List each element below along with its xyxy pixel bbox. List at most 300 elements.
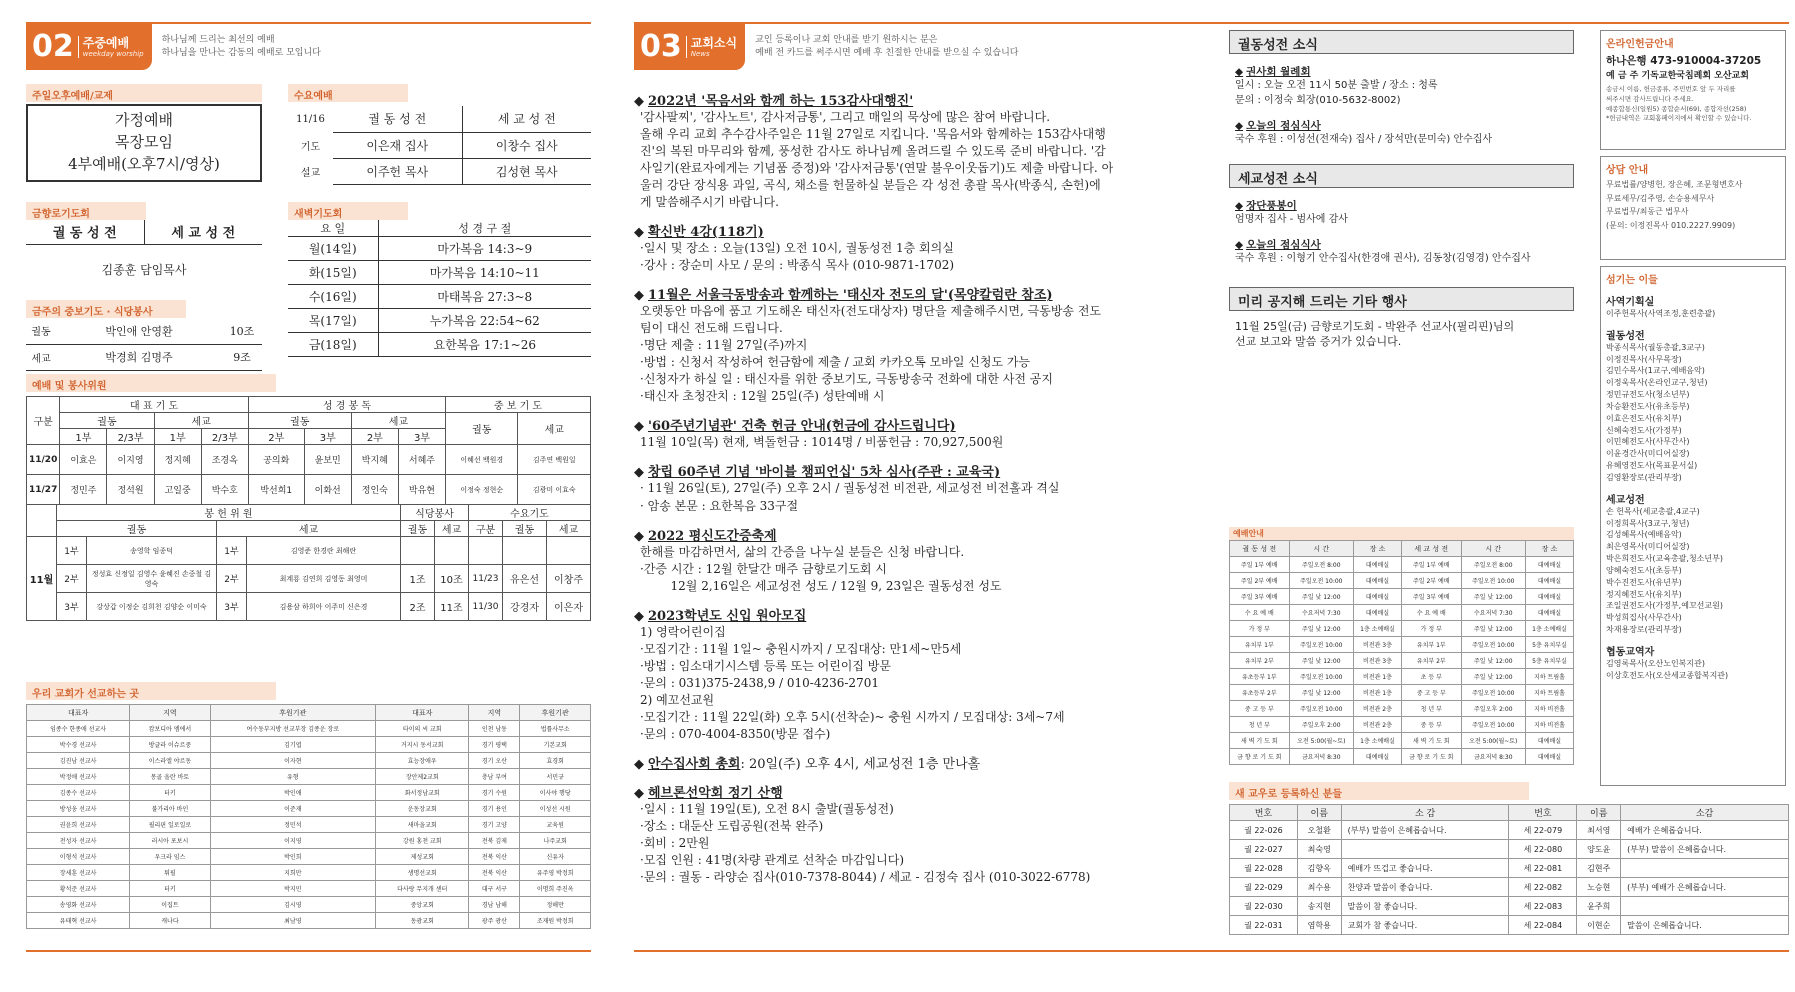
worship-guide-cell: 새 벽 기 도 회: [1230, 733, 1290, 749]
missions-cell: 튀필: [130, 865, 210, 881]
service-cell: 정석원: [107, 475, 154, 505]
missions-cell: 김기엽: [210, 737, 375, 753]
staff-member: 차재용장로(관리부장): [1606, 625, 1682, 635]
news-title-text: 2022년 '목음서와 함께 하는 153감사대행진': [648, 94, 914, 109]
missions-cell: 터키: [130, 881, 210, 897]
inter-name: 유은선: [503, 565, 547, 593]
counsel-line: (문의: 이정진목사 010.2227.9909): [1606, 220, 1736, 230]
dawn-prayer-label: 새벽기도회: [288, 202, 408, 220]
section-description: [162, 34, 321, 61]
missions-cell: 이성선 시원: [520, 801, 591, 817]
section-number: 03: [640, 29, 682, 64]
worship-guide-cell: 가 정 부: [1230, 621, 1290, 637]
worship-guide-cell: 비전관 2층: [1353, 717, 1401, 733]
note-line: 송금시 이름, 헌금종류, 주민번호 앞 두 자리를: [1606, 85, 1736, 93]
missions-cell: 정민석: [210, 817, 375, 833]
news-line: ·간증 시간 : 12월 한달간 매주 금향로기도회 시: [640, 561, 887, 576]
church-news-line: 국수 후원 : 이형기 안수집사(한경애 권사), 김동창(김영경) 안수집사: [1235, 253, 1531, 264]
worship-guide-row: [1230, 653, 1574, 669]
service-col: 2/3부: [201, 429, 248, 445]
service-col: 3부: [304, 429, 351, 445]
news-title: [634, 90, 1179, 109]
church-news-title-text: 오늘의 점심식사: [1246, 120, 1321, 132]
news-title: [634, 605, 1179, 624]
inter-name: 이창주: [547, 565, 591, 593]
news-body: [634, 544, 1179, 595]
worship-guide-label: 예배안내: [1229, 527, 1574, 540]
missions-cell: 거지시 동서교회: [376, 737, 469, 753]
worship-guide-header: 장 소: [1525, 541, 1573, 557]
worship-guide-cell: 주일오전 8:00: [1289, 557, 1353, 573]
service-col: 2/3부: [107, 429, 154, 445]
missions-cell: 효능장애우: [376, 753, 469, 769]
news-line: 1) 영락어린이집: [640, 624, 726, 639]
meal-team: 10조: [435, 565, 469, 593]
worship-guide-cell: 주일 1부 예배: [1401, 557, 1461, 573]
worship-guide-cell: 주일오전 10:00: [1289, 669, 1353, 685]
missions-cell: 임종수 한종애 선교사: [27, 721, 130, 737]
worship-guide-cell: 주일 낮 12:00: [1461, 621, 1525, 637]
service-cell: 이효은: [60, 445, 107, 475]
worship-guide-cell: 주일 낮 12:00: [1461, 669, 1525, 685]
staff-box: [1600, 266, 1786, 786]
wednesday-table: [288, 106, 591, 185]
worship-guide-header: 시 간: [1461, 541, 1525, 557]
missions-cell: 김시영: [210, 897, 375, 913]
worship-guide-cell: 주일오전 10:00: [1461, 717, 1525, 733]
meal-names: 박인애 안영환: [105, 324, 173, 338]
worship-guide-cell: 금 향 로 기 도 회: [1401, 749, 1461, 765]
worship-guide-cell: 주일 낮 12:00: [1289, 589, 1353, 605]
staff-member: 양혜숙전도사(초등부): [1606, 565, 1682, 575]
counsel-label: 상담 안내: [1606, 165, 1649, 176]
worship-guide-row: [1230, 701, 1574, 717]
missions-cell: 운동장교회: [376, 801, 469, 817]
staff-member: 유혜영전도사(목표문서실): [1606, 461, 1698, 471]
new-member-cell: [1341, 840, 1509, 859]
meal-team: [401, 537, 435, 565]
new-member-row: [1230, 878, 1789, 897]
new-member-cell: 궐 22-026: [1230, 821, 1298, 840]
church-news-title: [1235, 198, 1574, 213]
missions-header: 지역: [469, 705, 520, 721]
worship-guide-cell: 대예배실: [1525, 733, 1573, 749]
friday-prayer-box: [26, 202, 262, 294]
new-member-cell: 오철환: [1297, 821, 1341, 840]
new-member-cell: (부부) 예배가 은혜롭습니다.: [1621, 878, 1789, 897]
usher-part: 2부: [57, 565, 87, 593]
news-body: [634, 303, 1179, 405]
missions-cell: 박지민: [210, 881, 375, 897]
news-line: ·회비 : 2만원: [640, 835, 710, 850]
missions-cell: 몽골 올란 바토: [130, 769, 210, 785]
worship-guide-cell: 주일 3부 예배: [1401, 589, 1461, 605]
bulletin-page-2: [26, 22, 591, 952]
meal-team: 2조: [401, 593, 435, 621]
counsel-line: 무료세무/김주영, 손승용세무사: [1606, 193, 1715, 203]
worship-guide-cell: 비전관 1층: [1353, 669, 1401, 685]
worship-guide-cell: 비전관 2층: [1353, 701, 1401, 717]
staff-member: 김성혜목사(예배음악): [1606, 530, 1682, 540]
note-line: 써주시면 감사드립니다 주세요.: [1606, 94, 1694, 103]
sunday-afternoon-content: [26, 104, 262, 182]
meal-team: 9조: [233, 351, 251, 364]
online-offering-box: [1600, 30, 1786, 150]
missions-cell: 경기 오산: [469, 753, 520, 769]
staff-member: 이효은전도사(유치부): [1606, 413, 1682, 423]
worship-guide-cell: 주일 1부 예배: [1230, 557, 1290, 573]
service-row: [27, 445, 591, 475]
inter-name: 강경자: [503, 593, 547, 621]
dawn-row: [288, 333, 591, 357]
missions-row: [27, 769, 591, 785]
worship-guide-cell: 수 요 예 배: [1230, 605, 1290, 621]
worship-guide-row: [1230, 589, 1574, 605]
meal-site: 궐동: [31, 327, 51, 339]
worship-guide-cell: 주일오전 10:00: [1289, 701, 1353, 717]
missions-cell: 효경회: [520, 753, 591, 769]
church-news-column: [1229, 30, 1574, 358]
sunday-line: 가정예배: [115, 111, 173, 130]
worship-guide-cell: 주일 낮 12:00: [1289, 621, 1353, 637]
new-member-cell: 이현순: [1577, 916, 1621, 935]
dawn-day: 목(17일): [288, 309, 378, 333]
diamond-icon: ◆: [1235, 120, 1244, 132]
wednesday-role: 설교: [300, 167, 321, 179]
missions-cell: 화서정남교회: [376, 785, 469, 801]
worship-guide-row: [1230, 685, 1574, 701]
missions-cell: 터키: [130, 785, 210, 801]
new-member-cell: (부부) 말씀이 은혜롭습니다.: [1341, 821, 1509, 840]
new-member-cell: 송지현: [1297, 897, 1341, 916]
meal-site: 세교: [31, 353, 51, 365]
new-members-header: 소감: [1621, 805, 1789, 821]
church-news-title: [1235, 64, 1574, 79]
service-group: 중 보 기 도: [446, 397, 591, 413]
missions-cell: 황석준 선교사: [27, 881, 130, 897]
worship-guide-cell: 비전관 1층: [1353, 685, 1401, 701]
missions-row: [27, 849, 591, 865]
new-member-cell: 세 22-082: [1509, 878, 1577, 897]
inter-date: 11/30: [469, 593, 503, 621]
missions-cell: 광주 광산: [469, 913, 520, 929]
missions-cell: 유주영 박정희: [520, 865, 591, 881]
news-item: [634, 782, 1179, 886]
new-members-header: 이름: [1297, 805, 1341, 821]
dawn-header: 요 일: [288, 220, 378, 237]
meal-team: 1조: [401, 565, 435, 593]
missions-header: 후원기관: [210, 705, 375, 721]
staff-member: 신혜숙전도사(가정부): [1606, 425, 1682, 435]
sunday-afternoon-label: 주일오후예배/교제: [26, 84, 262, 102]
missions-cell: 다사랑 무지개 센터: [376, 881, 469, 897]
missions-row: [27, 785, 591, 801]
new-members-label: 새 교우로 등록하신 분들: [1229, 782, 1529, 800]
news-line: ·일시 및 장소 : 오늘(13일) 오전 10시, 궐동성전 1층 회의실: [640, 241, 954, 256]
worship-guide-cell: 중 고 등 부: [1401, 685, 1461, 701]
news-line: 게 말씀해주시기 바랍니다.: [640, 195, 779, 210]
section-subtitle: News: [690, 50, 710, 58]
missions-cell: 이사야 행당: [520, 785, 591, 801]
worship-guide-cell: 주일 2부 예배: [1230, 573, 1290, 589]
staff-group-name: 사역기획실: [1606, 297, 1655, 308]
inter-name: [503, 537, 547, 565]
news-body: [634, 624, 1179, 743]
service-col: 1부: [154, 429, 201, 445]
usher-names: 송영학 임종덕: [87, 537, 217, 565]
news-line: ·신청자가 하실 일 : 태신자를 위한 중보기도, 극동방송국 전화에 대한 사전 공지: [640, 372, 1053, 387]
usher-names: 정성효 신정일 김영수 윤혜진 손중철 김영숙: [87, 565, 217, 593]
diamond-icon: ◆: [634, 756, 644, 772]
news-line: ·장소 : 대둔산 도립공원(전북 완주): [640, 818, 824, 833]
new-member-cell: 세 22-080: [1509, 840, 1577, 859]
new-member-cell: 최숙영: [1297, 840, 1341, 859]
news-line: ·태신자 초청잔치 : 12월 25일(주) 성탄예배 시: [640, 389, 885, 404]
staff-member: 정지혜전도사(유치부): [1606, 589, 1682, 599]
service-col: 1부: [60, 429, 107, 445]
missions-cell: 대구 서구: [469, 881, 520, 897]
church-news-title: [1235, 118, 1574, 133]
new-member-row: [1230, 916, 1789, 935]
news-line: 사일기(완료자에게는 기념품 증정)와 '감사저금통'(연말 불우이웃돕기)도 제출 바랍니다. 아: [640, 161, 1114, 176]
news-body: [634, 434, 1179, 451]
staff-member: 박은희전도사(교육총괄,청소년부): [1606, 554, 1723, 564]
worship-guide-cell: 수요저녁 7:30: [1289, 605, 1353, 621]
new-member-cell: [1621, 897, 1789, 916]
worship-guide-cell: 청 년 부: [1230, 717, 1290, 733]
service-sub: 세교: [351, 413, 445, 429]
worship-guide-cell: 유치부 1부: [1230, 637, 1290, 653]
news-line: 11월 10일(목) 현재, 벽돌헌금 : 1014명 / 비품헌금 : 70,927,500원: [640, 435, 1004, 450]
meal-names: 박경희 김명주: [105, 351, 173, 364]
worship-guide-cell: 1층 소예배실: [1353, 733, 1401, 749]
worship-guide-cell: 주일 낮 12:00: [1461, 589, 1525, 605]
diamond-icon: ◆: [634, 288, 644, 304]
usher-names: 김영준 한경란 최해란: [247, 537, 401, 565]
sidebar-info: [1600, 30, 1786, 786]
missions-cell: 경남 남해: [469, 897, 520, 913]
missions-cell: 신유자: [520, 849, 591, 865]
missions-row: [27, 833, 591, 849]
staff-member: 조일권전도사(가정부,예꼬선교원): [1606, 601, 1723, 611]
service-cell: 고일중: [154, 475, 201, 505]
missions-cell: 박정애 선교사: [27, 769, 130, 785]
new-member-cell: 김현주: [1577, 859, 1621, 878]
news-item: [634, 415, 1179, 451]
missions-cell: 최남영: [210, 913, 375, 929]
meal-team: 10조: [229, 324, 255, 338]
inter-name: [547, 537, 591, 565]
worship-guide-header: 시 간: [1289, 541, 1353, 557]
dawn-day: 금(18일): [288, 333, 378, 357]
meal-team: [435, 537, 469, 565]
new-member-cell: 세 22-083: [1509, 897, 1577, 916]
missions-cell: 법률사무소: [520, 721, 591, 737]
dawn-row: [288, 237, 591, 261]
news-column: [634, 80, 1179, 886]
missions-cell: 캐나다: [130, 913, 210, 929]
diamond-icon: ◆: [634, 785, 644, 801]
news-line: 팀이 대신 전도해 드립니다.: [640, 321, 783, 336]
missions-cell: 경기 수원: [469, 785, 520, 801]
staff-label: 섬기는 이들: [1606, 275, 1658, 286]
new-member-cell: [1621, 859, 1789, 878]
staff-group-name: 세교성전: [1606, 494, 1645, 506]
missions-cell: 타이의 씨 교회: [376, 721, 469, 737]
service-cell: 정지혜: [154, 445, 201, 475]
news-line: ·방법 : 임소대기시스템 등록 또는 어린이집 방문: [640, 658, 891, 673]
diamond-icon: ◆: [634, 225, 644, 241]
church-news-line: 국수 후원 : 이성선(전재숙) 집사 / 장석만(문미숙) 안수집사: [1235, 134, 1493, 145]
segyo-news-bar: 세교성전 소식: [1229, 164, 1574, 188]
meal-label: 금주의 중보기도 · 식당봉사: [26, 300, 186, 318]
missions-cell: 중앙교회: [376, 897, 469, 913]
counsel-line: 무료법무/최동근 법무사: [1606, 207, 1689, 217]
missions-header: 지역: [130, 705, 210, 721]
missions-cell: 생명선교회: [376, 865, 469, 881]
service-group: 성 경 봉 독: [248, 397, 445, 413]
segyo-news: [1229, 198, 1574, 267]
service-date: 11/27: [27, 475, 60, 505]
news-item: [634, 753, 1179, 772]
worship-guide-cell: 대예배실: [1353, 749, 1401, 765]
missions-row: [27, 817, 591, 833]
staff-member: 박수진전도사(유년부): [1606, 577, 1682, 587]
staff-member: 이정진목사(사무목장): [1606, 354, 1682, 364]
staff-member: 이정희목사(3교구,청년): [1606, 518, 1690, 528]
missions-row: [27, 881, 591, 897]
online-note: [1606, 85, 1780, 124]
worship-guide-cell: 금 향 로 기 도 회: [1230, 749, 1290, 765]
new-member-cell: 세 22-084: [1509, 916, 1577, 935]
bulletin-page-3: [634, 22, 1789, 952]
dawn-verse: 요한복음 17:1~26: [433, 338, 536, 352]
worship-guide-cell: 주일오전 10:00: [1461, 637, 1525, 653]
staff-member: 이상호전도사(오산세교종합복지관): [1606, 670, 1729, 680]
missions-cell: 박수경 선교사: [27, 737, 130, 753]
dawn-day: 화(15일): [288, 261, 378, 285]
desc-line: 하나님께 드리는 최선의 예배: [161, 34, 275, 45]
staff-member: 최은영목사(미디어실장): [1606, 542, 1690, 552]
dawn-prayer-box: [288, 202, 591, 357]
worship-guide-cell: 주일 2부 예배: [1401, 573, 1461, 589]
worship-guide-cell: 주일오전 8:00: [1461, 557, 1525, 573]
service-cell: 김광미 이효숙: [518, 475, 591, 505]
service-cell: 박선희1: [248, 475, 304, 505]
worship-guide-cell: 주일오전 10:00: [1289, 637, 1353, 653]
gwoldong-news: [1229, 64, 1574, 148]
worship-guide-cell: 주일오전 10:00: [1289, 573, 1353, 589]
dawn-verse: 마가복음 14:3~9: [437, 242, 533, 256]
missions-label: 우리 교회가 선교하는 곳: [26, 682, 276, 700]
service-rowhead: 구분: [27, 397, 60, 445]
meal-sub: 세교: [435, 521, 469, 537]
missions-cell: 교육원: [520, 817, 591, 833]
new-member-row: [1230, 859, 1789, 878]
missions-cell: 새마을교회: [376, 817, 469, 833]
news-title-text: 안수집사회 총회: [648, 756, 741, 772]
dawn-row: [288, 285, 591, 309]
missions-cell: 김종수 선교사: [27, 785, 130, 801]
worship-guide-cell: 대예배실: [1353, 557, 1401, 573]
counsel-box: [1600, 156, 1786, 260]
worship-guide-cell: 주일 3부 예배: [1230, 589, 1290, 605]
missions-cell: 장안제2교회: [376, 769, 469, 785]
new-member-cell: 김향옥: [1297, 859, 1341, 878]
usher-part: 2부: [217, 565, 247, 593]
inter-name: 이은자: [547, 593, 591, 621]
news-line: ·일시 : 11월 19일(토), 오전 8시 출발(궐동성전): [640, 801, 894, 816]
usher-row: [27, 565, 591, 593]
meal-sub: 궐동: [401, 521, 435, 537]
missions-cell: 장세훈 선교사: [27, 865, 130, 881]
worship-guide-header: 세 교 성 전: [1401, 541, 1461, 557]
usher-part: 3부: [57, 593, 87, 621]
wednesday-label: 수요예배: [288, 84, 408, 102]
friday-prayer-leader: 김종훈 담임목사: [101, 262, 187, 277]
dawn-verse: 마가복음 14:10~11: [429, 266, 540, 280]
dawn-prayer-table: [288, 220, 591, 357]
missions-cell: 충남 부여: [469, 769, 520, 785]
worship-guide-row: [1230, 717, 1574, 733]
news-item: [634, 605, 1179, 743]
missions-cell: 불가리아 바인: [130, 801, 210, 817]
news-title-text: 헤브론선악회 정기 산행: [648, 785, 783, 801]
news-title: [634, 415, 1179, 434]
bottom-rule: [26, 950, 591, 952]
section-title: 교회소식: [690, 35, 738, 50]
meal-service-label: 식당봉사: [401, 505, 469, 521]
service-sub: 궐동: [446, 413, 518, 445]
new-member-cell: 최서영: [1577, 821, 1621, 840]
usher-part: 3부: [217, 593, 247, 621]
church-news-title-text: 오늘의 점심식사: [1246, 239, 1321, 251]
news-line: 진'의 복된 마무리와 함께, 풍성한 감사도 하나님께 올려드릴 수 있도록 준비 바랍니다. '감: [640, 144, 1106, 159]
account-holder: 예 금 주 기독교한국침례회 오산교회: [1606, 71, 1749, 81]
new-member-cell: 교회가 참 좋습니다.: [1341, 916, 1509, 935]
missions-row: [27, 753, 591, 769]
new-member-cell: 궐 22-028: [1230, 859, 1298, 878]
missions-cell: 지희만: [210, 865, 375, 881]
wednesday-cell: 이은재 집사: [333, 132, 462, 158]
new-member-cell: 예배가 뜨겁고 좋습니다.: [1341, 859, 1509, 878]
new-member-cell: 염학용: [1297, 916, 1341, 935]
friday-prayer-label: 금향로기도회: [26, 202, 146, 220]
usher-names: 김용삼 하희아 이주미 신은경: [247, 593, 401, 621]
staff-member: 차승환전도사(유초등부): [1606, 401, 1690, 411]
service-box: [26, 374, 591, 621]
worship-guide-cell: 지하 비전홀: [1525, 717, 1573, 733]
news-title: [634, 782, 1179, 801]
worship-guide-cell: 대예배실: [1525, 589, 1573, 605]
friday-prayer-table: [26, 220, 262, 294]
missions-cell: 전북 익산: [469, 865, 520, 881]
diamond-icon: ◆: [1235, 199, 1244, 212]
note-line: 예종합통신(일원5) 종합순서(69), 종합자선(258): [1606, 104, 1747, 113]
news-line: ·모집 인원 : 41명(차량 관계로 선착순 마감입니다): [640, 852, 905, 867]
service-cell: 공의화: [248, 445, 304, 475]
missions-cell: 인천 남동: [469, 721, 520, 737]
missions-cell: 우크라 임스: [130, 849, 210, 865]
missions-header: 대표자: [376, 705, 469, 721]
missions-cell: 필리핀 일로일로: [130, 817, 210, 833]
desc-line: 교인 등록이나 교회 안내를 받기 원하시는 분은: [755, 34, 938, 45]
news-line: 울러 강단 장식용 과일, 곡식, 채소를 헌물하실 분들은 각 성전 총괄 목사(박종식, 손헌)에: [640, 178, 1101, 193]
wednesday-cell: 이주헌 목사: [333, 158, 462, 184]
missions-cell: 조재원 박정희: [520, 913, 591, 929]
news-line: · 암송 본문 : 요한복음 33구절: [640, 498, 799, 513]
missions-cell: 나주교회: [520, 833, 591, 849]
